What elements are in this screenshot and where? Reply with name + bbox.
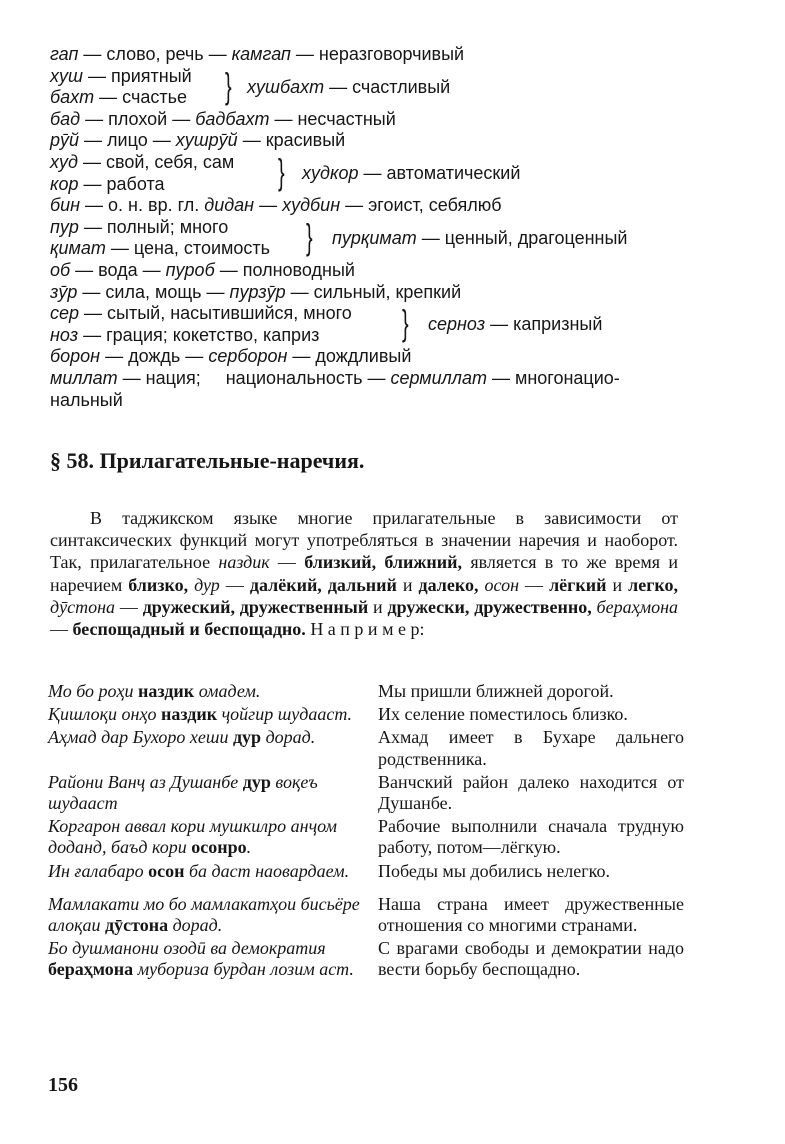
tajik-sentence: Райони Ванҷ аз Душанбе дур воқеъ шудааст	[48, 771, 318, 814]
tajik-sentence: Аҳмад дар Бухоро хеши дур дорад.	[48, 727, 316, 748]
russian-translation: Ванчский район далеко находится от Душанбе.	[378, 771, 684, 814]
russian-translation: Мы пришли ближней дорогой.	[378, 681, 614, 701]
tajik-word: зӯр	[50, 281, 78, 302]
section-title: § 58. Прилагательные-наречия.	[50, 448, 365, 473]
gloss: — сильный, крепкий	[285, 281, 462, 302]
gloss: — счастье	[94, 87, 187, 108]
tajik-word: камгап	[231, 44, 291, 64]
tajik-word: бахт	[50, 87, 95, 108]
gloss: — свой, себя, сам	[77, 151, 235, 172]
tajik-sentence: Бо душманони озодӣ ва демократия бераҳмона мубориза бурдан лозим аст.	[48, 938, 354, 980]
russian-translation: Рабочие выполнили сначала трудную работу, потом—лёгкую.	[378, 816, 684, 858]
example-row	[48, 727, 684, 769]
tajik-word: қимат	[50, 238, 106, 259]
gloss: — слово, речь —	[78, 44, 232, 64]
gloss: — плохой —	[80, 108, 196, 129]
tajik-word: кор	[50, 173, 79, 194]
tajik-word: пурзӯр	[229, 281, 286, 302]
vocab-line	[50, 390, 740, 412]
tajik-word: пуроб	[165, 259, 215, 280]
tajik-word: серборон	[208, 346, 288, 367]
example-row	[48, 704, 684, 725]
tajik-word: хушрӯй	[175, 130, 238, 151]
tajik-word: миллат	[50, 367, 118, 388]
compound-result: пурқимат — ценный, драгоценный	[332, 227, 628, 248]
gloss: — красивый	[237, 130, 346, 151]
tajik-sentence: Мо бо роҳи наздик омадем.	[48, 681, 261, 701]
gloss: — вода —	[70, 259, 166, 280]
tajik-word: бад	[50, 108, 81, 129]
example-row	[48, 816, 684, 858]
vocab-line	[50, 260, 740, 282]
tajik-word: бадбахт	[195, 108, 270, 129]
example-row	[48, 861, 684, 882]
example-row	[48, 772, 684, 814]
russian-translation: Ахмад имеет в Бухаре дальнего родственника.	[378, 727, 684, 769]
brace-glyph: }	[225, 64, 232, 106]
vocab-group	[50, 152, 740, 195]
gloss: — работа	[78, 173, 165, 194]
tajik-sentence: Ин ғалабаро осон ба даст наовардаем.	[48, 860, 350, 881]
compound-result: худкор — автоматический	[302, 162, 521, 183]
tajik-sentence: Коргарон аввал кори мушкилро анҷом доданд, баъд кори осонро.	[48, 816, 337, 858]
tajik-word: дидан	[204, 195, 255, 216]
tajik-word: рӯй	[50, 130, 80, 151]
tajik-sentence: Қишлоқи онҳо наздик ҷойгир шудааст.	[48, 704, 353, 725]
vocab-group	[50, 217, 740, 260]
tajik-word: ноз	[50, 324, 79, 345]
gloss: — полноводный	[214, 259, 355, 280]
russian-translation: С врагами свободы и демократии надо вести борьбу беспощадно.	[378, 938, 684, 980]
vocab-line	[50, 44, 740, 66]
tajik-word: сермиллат	[390, 367, 487, 388]
vocab-group	[50, 66, 740, 109]
tajik-word: бин	[50, 195, 81, 216]
compound-result: хушбахт — счастливый	[247, 76, 451, 97]
gloss: — лицо —	[79, 130, 176, 151]
example-row	[48, 894, 684, 936]
tajik-word: гап	[50, 44, 79, 64]
gloss: — нация; национальность —	[117, 367, 391, 388]
gloss: — грация; кокетство, каприз	[78, 324, 320, 345]
tajik-word: худ	[50, 151, 78, 172]
brace-glyph: }	[306, 215, 313, 257]
gloss: — эгоист, себялюб	[340, 195, 502, 216]
vocab-group	[50, 303, 740, 346]
russian-translation: Наша страна имеет дружественные отношения со многими странами.	[378, 893, 684, 936]
gloss: — сытый, насытившийся, много	[79, 303, 352, 324]
russian-translation: Их селение поместилось близко.	[378, 704, 628, 725]
vocab-line	[50, 282, 740, 304]
tajik-sentence: Мамлакати мо бо мамлакатҳои бисьёре алоқаи дӯстона дорад.	[48, 893, 360, 936]
gloss: — несчастный	[269, 108, 396, 129]
russian-translation: Победы мы добились нелегко.	[378, 860, 610, 881]
compound-result: серноз — капризный	[428, 314, 603, 335]
vocab-line	[50, 368, 740, 390]
gloss: — неразговорчивый	[290, 44, 465, 64]
vocab-line	[50, 109, 740, 131]
example-sentences	[48, 681, 684, 983]
tajik-word: об	[50, 259, 71, 280]
example-row	[48, 938, 684, 980]
tajik-word: худбин	[282, 195, 341, 216]
tajik-word: борон	[50, 346, 101, 367]
gloss: — дождливый	[287, 346, 412, 367]
tajik-word: сер	[50, 303, 80, 324]
vocabulary-list	[50, 44, 740, 411]
example-row	[48, 681, 684, 702]
vocab-line	[50, 195, 740, 217]
gloss: — полный; много	[78, 216, 229, 237]
gloss: — дождь —	[100, 346, 209, 367]
tajik-word: пур	[50, 216, 79, 237]
tajik-word: хуш	[50, 65, 83, 86]
brace-glyph: }	[278, 150, 285, 192]
vocab-line	[50, 346, 740, 368]
brace-glyph: }	[402, 302, 409, 344]
gloss: нальный	[50, 389, 123, 410]
gloss: — сила, мощь —	[77, 281, 230, 302]
vocab-line	[50, 130, 740, 152]
page-number: 156	[48, 1074, 78, 1096]
gloss: — цена, стоимость	[105, 238, 271, 259]
gloss: —	[254, 195, 283, 216]
body-paragraph: В таджикском языке многие прилагательные в зависимости от синтаксических функций могут употребляться в значении наречия и наоборот. Так, прилагательное наздик — близкий, ближний, является в то же время и наречием близко, дур — далёкий, дальний и далеко, осон — лёгкий и легко, дӯстона — дружеский, дружественный и дружески, дружественно, бераҳмона — беспощадный и беспощадно. Н а п р и м е р:	[50, 508, 679, 640]
gloss: — приятный	[82, 65, 192, 86]
gloss: — многонацио-	[486, 367, 620, 388]
gloss: — о. н. вр. гл.	[80, 195, 205, 216]
